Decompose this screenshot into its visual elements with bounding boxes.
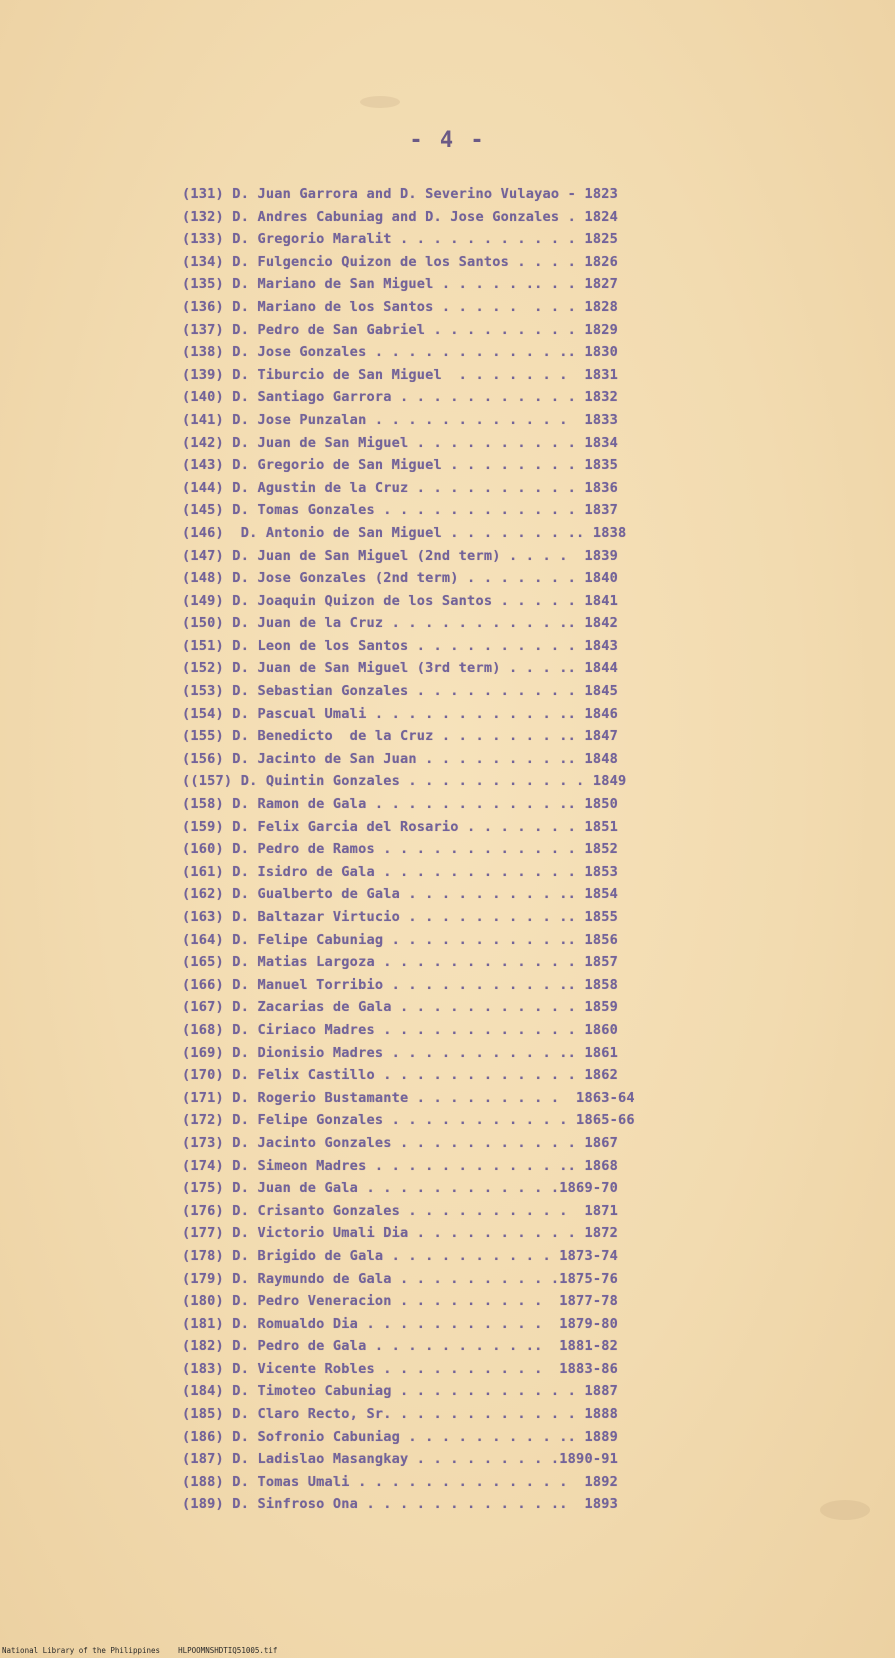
paper-stain bbox=[820, 1500, 870, 1520]
list-entry: (174) D. Simeon Madres . . . . . . . . . . . .. 1868 bbox=[182, 1157, 618, 1174]
list-entry: (148) D. Jose Gonzales (2nd term) . . . . . . . 1840 bbox=[182, 570, 618, 587]
list-entry: (152) D. Juan de San Miguel (3rd term) . . . .. 1844 bbox=[182, 660, 618, 677]
list-entry: (172) D. Felipe Gonzales . . . . . . . . . . . 1865-66 bbox=[182, 1112, 635, 1129]
list-entry: (155) D. Benedicto de la Cruz . . . . . . . .. 1847 bbox=[182, 728, 618, 745]
list-entry: (183) D. Vicente Robles . . . . . . . . . . 1883-86 bbox=[182, 1360, 618, 1377]
list-entry: (165) D. Matias Largoza . . . . . . . . . . . . 1857 bbox=[182, 954, 618, 971]
list-entry: (139) D. Tiburcio de San Miguel . . . . . . . 1831 bbox=[182, 366, 618, 383]
page-number: - 4 - bbox=[409, 128, 486, 153]
list-entry: (189) D. Sinfroso Ona . . . . . . . . . . . .. 1893 bbox=[182, 1496, 618, 1513]
list-entry: (143) D. Gregorio de San Miguel . . . . . . . . 1835 bbox=[182, 457, 618, 474]
list-entry: (132) D. Andres Cabuniag and D. Jose Gonzales . 1824 bbox=[182, 208, 618, 225]
list-entry: (144) D. Agustin de la Cruz . . . . . . . . . . 1836 bbox=[182, 479, 618, 496]
list-entry: (188) D. Tomas Umali . . . . . . . . . . . . . 1892 bbox=[182, 1473, 618, 1490]
list-entry: (154) D. Pascual Umali . . . . . . . . . . . .. 1846 bbox=[182, 705, 618, 722]
list-entry: (150) D. Juan de la Cruz . . . . . . . . . . .. 1842 bbox=[182, 615, 618, 632]
list-entry: (179) D. Raymundo de Gala . . . . . . . . . .1875-76 bbox=[182, 1270, 618, 1287]
list-entry: (164) D. Felipe Cabuniag . . . . . . . . . . .. 1856 bbox=[182, 931, 618, 948]
list-entry: (162) D. Gualberto de Gala . . . . . . . . . .. 1854 bbox=[182, 886, 618, 903]
list-entry: (159) D. Felix Garcia del Rosario . . . . . . . 1851 bbox=[182, 818, 618, 835]
list-entry: (182) D. Pedro de Gala . . . . . . . . . .. 1881-82 bbox=[182, 1338, 618, 1355]
list-entry: (178) D. Brigido de Gala . . . . . . . . . . 1873-74 bbox=[182, 1247, 618, 1264]
list-entry: (187) D. Ladislao Masangkay . . . . . . . . .1890-91 bbox=[182, 1451, 618, 1468]
list-entry: (140) D. Santiago Garrora . . . . . . . . . . . 1832 bbox=[182, 389, 618, 406]
list-entry: (146) D. Antonio de San Miguel . . . . . . . .. 1838 bbox=[182, 524, 627, 541]
list-entry: (177) D. Victorio Umali Dia . . . . . . . . . . 1872 bbox=[182, 1225, 618, 1242]
list-entry: (151) D. Leon de los Santos . . . . . . . . . . 1843 bbox=[182, 637, 618, 654]
list-entry: (142) D. Juan de San Miguel . . . . . . . . . . 1834 bbox=[182, 434, 618, 451]
list-entry: (133) D. Gregorio Maralit . . . . . . . . . . . 1825 bbox=[182, 231, 618, 248]
list-entry: (175) D. Juan de Gala . . . . . . . . . . . .1869-70 bbox=[182, 1180, 618, 1197]
list-entry: (168) D. Ciriaco Madres . . . . . . . . . . . . 1860 bbox=[182, 1021, 618, 1038]
list-entry: (173) D. Jacinto Gonzales . . . . . . . . . . . 1867 bbox=[182, 1134, 618, 1151]
list-entry: (134) D. Fulgencio Quizon de los Santos . . . . 1826 bbox=[182, 253, 618, 270]
list-entry: (158) D. Ramon de Gala . . . . . . . . . . . .. 1850 bbox=[182, 796, 618, 813]
list-entry: (163) D. Baltazar Virtucio . . . . . . . . . .. 1855 bbox=[182, 909, 618, 925]
list-entry: (185) D. Claro Recto, Sr. . . . . . . . . . . . 1888 bbox=[182, 1406, 618, 1423]
list-entry: (184) D. Timoteo Cabuniag . . . . . . . . . . . 1887 bbox=[182, 1383, 618, 1400]
list-entry: (135) D. Mariano de San Miguel . . . . . .. . . 1827 bbox=[182, 276, 618, 293]
list-entry: (169) D. Dionisio Madres . . . . . . . . . . .. 1861 bbox=[182, 1044, 618, 1061]
list-entry: (145) D. Tomas Gonzales . . . . . . . . . . . . 1837 bbox=[182, 502, 618, 519]
list-entry: (131) D. Juan Garrora and D. Severino Vulayao - 1823 bbox=[182, 186, 618, 202]
list-entry: (176) D. Crisanto Gonzales . . . . . . . . . . 1871 bbox=[182, 1202, 618, 1219]
list-entry: (141) D. Jose Punzalan . . . . . . . . . . . . 1833 bbox=[182, 411, 618, 428]
list-entry: (181) D. Romualdo Dia . . . . . . . . . . . 1879-80 bbox=[182, 1315, 618, 1332]
list-entry: (180) D. Pedro Veneracion . . . . . . . . . 1877-78 bbox=[182, 1293, 618, 1310]
list-entry: (166) D. Manuel Torribio . . . . . . . . . . .. 1858 bbox=[182, 976, 618, 993]
list-entry: (138) D. Jose Gonzales . . . . . . . . . . . .. 1830 bbox=[182, 344, 618, 361]
list-entry: (156) D. Jacinto de San Juan . . . . . . . . .. 1848 bbox=[182, 750, 618, 767]
list-entry: (167) D. Zacarias de Gala . . . . . . . . . . . 1859 bbox=[182, 999, 618, 1016]
list-entry: (147) D. Juan de San Miguel (2nd term) . . . . 1839 bbox=[182, 547, 618, 564]
list-entry: (160) D. Pedro de Ramos . . . . . . . . . . . . 1852 bbox=[182, 841, 618, 858]
gobernadorcillo-list bbox=[182, 183, 742, 1516]
list-entry: (171) D. Rogerio Bustamante . . . . . . . . . 1863-64 bbox=[182, 1089, 635, 1106]
list-entry: ((157) D. Quintin Gonzales . . . . . . . . . . . 1849 bbox=[182, 773, 627, 790]
list-entry: (153) D. Sebastian Gonzales . . . . . . . . . . 1845 bbox=[182, 683, 618, 700]
list-entry: (137) D. Pedro de San Gabriel . . . . . . . . . 1829 bbox=[182, 321, 618, 338]
list-entry: (136) D. Mariano de los Santos . . . . . . . . 1828 bbox=[182, 298, 618, 315]
list-entry: (186) D. Sofronio Cabuniag . . . . . . . . . .. 1889 bbox=[182, 1428, 618, 1445]
list-entry: (161) D. Isidro de Gala . . . . . . . . . . . . 1853 bbox=[182, 863, 618, 880]
list-entry: (149) D. Joaquin Quizon de los Santos . . . . . 1841 bbox=[182, 592, 618, 609]
scan-footer: National Library of the Philippines HLPOOMNSHDTIQ51005.tif bbox=[2, 1646, 278, 1655]
list-entry: (170) D. Felix Castillo . . . . . . . . . . . . 1862 bbox=[182, 1067, 618, 1084]
paper-stain bbox=[360, 96, 400, 108]
